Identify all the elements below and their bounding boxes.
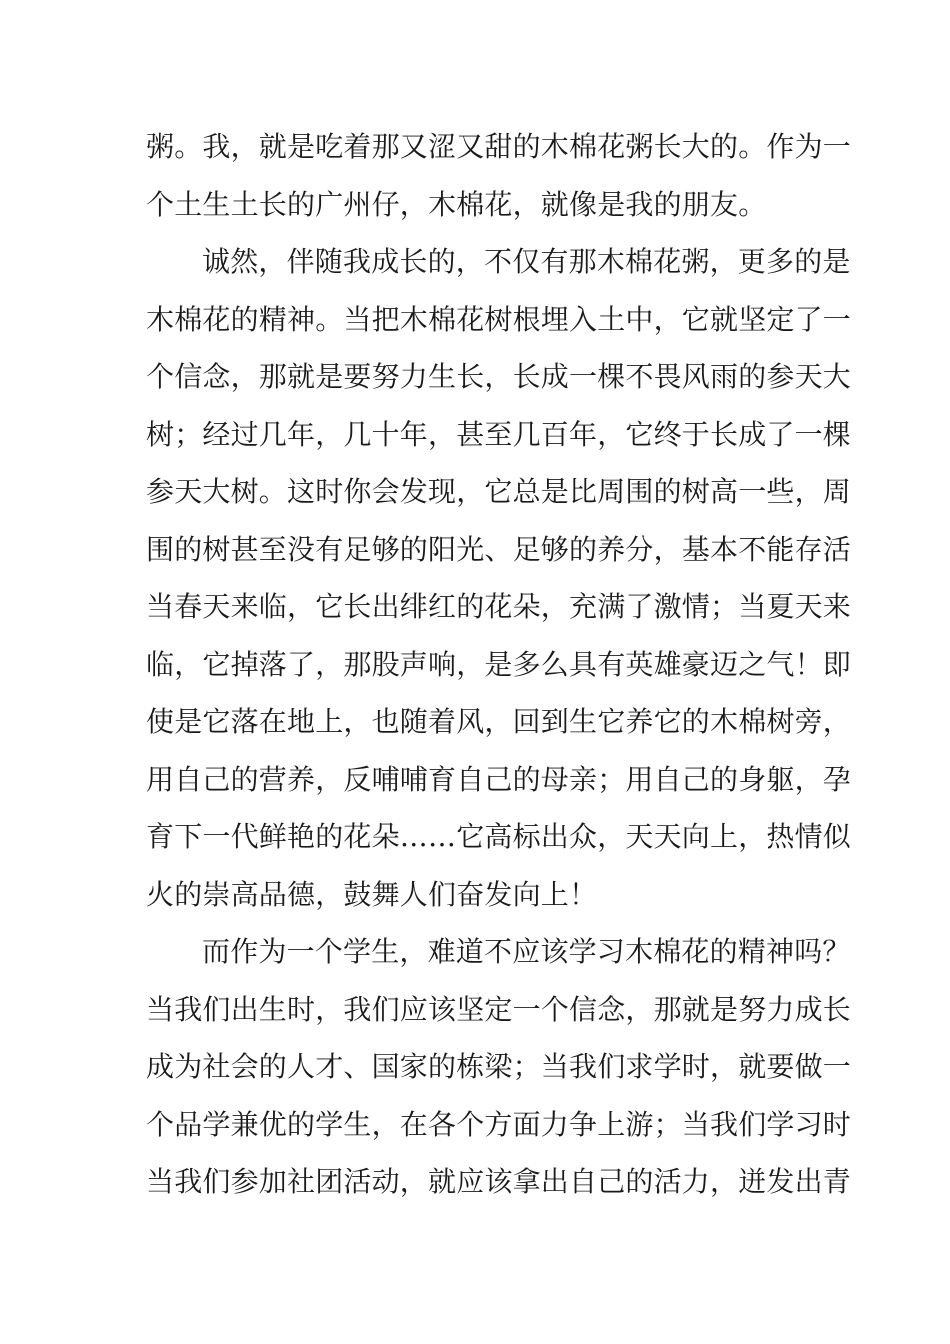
text-line: 木棉花的精神。当把木棉花树根埋入土中，它就坚定了一 [146,302,852,336]
text-line: 个信念，那就是要努力生长，长成一棵不畏风雨的参天大 [146,360,852,393]
text-line: 使是它落在地上，也随着风，回到生它养它的木棉树旁， [146,705,852,738]
text-line: 火的崇高品德，鼓舞人们奋发向上！ [146,877,598,911]
paragraph-start-line: 而作为一个学生，难道不应该学习木棉花的精神吗？ [202,935,851,968]
body-text [146,118,852,1211]
text-line: 当春天来临，它长出绯红的花朵，充满了激情；当夏天来 [146,590,852,623]
text-line: 临，它掉落了，那股声响，是多么具有英雄豪迈之气！即 [146,647,852,681]
text-line: 当我们出生时，我们应该坚定一个信念，那就是努力成长 [146,992,852,1026]
text-line: 个土生土长的广州仔，木棉花，就像是我的朋友。 [146,187,767,221]
paragraph-start-line: 诚然，伴随我成长的，不仅有那木棉花粥，更多的是 [202,245,851,278]
text-line: 个品学兼优的学生，在各个方面力争上游；当我们学习时 [146,1107,852,1141]
text-line: 育下一代鲜艳的花朵……它高标出众，天天向上，热情似 [146,820,852,853]
text-line: 围的树甚至没有足够的阳光、足够的养分，基本不能存活 [146,532,852,566]
text-line: 成为社会的人才、国家的栋梁；当我们求学时，就要做一 [146,1050,852,1083]
text-line: 粥。我，就是吃着那又涩又甜的木棉花粥长大的。作为一 [146,130,852,163]
text-line: 参天大树。这时你会发现，它总是比周围的树高一些，周 [146,475,852,508]
text-line: 树；经过几年，几十年，甚至几百年，它终于长成了一棵 [146,417,852,451]
text-line: 当我们参加社团活动，就应该拿出自己的活力，迸发出青 [146,1165,852,1198]
text-line: 用自己的营养，反哺哺育自己的母亲；用自己的身躯，孕 [146,762,852,796]
